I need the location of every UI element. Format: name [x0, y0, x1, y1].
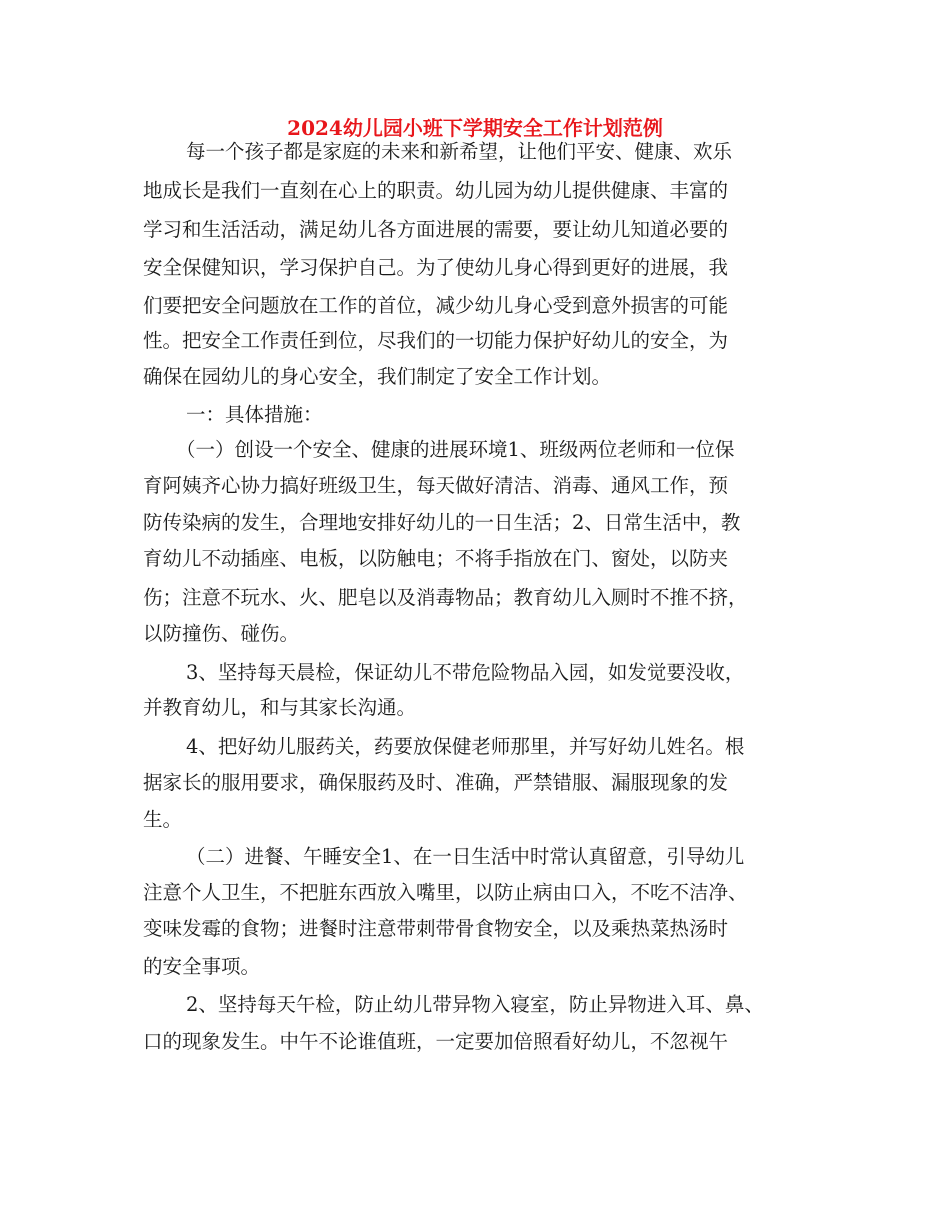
- text-line: 变味发霉的食物；进餐时注意带刺带骨食物安全，以及乘热菜热汤时: [143, 917, 729, 940]
- text-line: 的安全事项。: [143, 955, 261, 978]
- text-line: 育阿姨齐心协力搞好班级卫生，每天做好清洁、消毒、通风工作，预: [143, 474, 729, 497]
- text-line: 确保在园幼儿的身心安全，我们制定了安全工作计划。: [143, 365, 612, 388]
- text-line: 地成长是我们一直刻在心上的职责。幼儿园为幼儿提供健康、丰富的: [143, 179, 729, 202]
- text-line: 防传染病的发生，合理地安排好幼儿的一日生活；2、日常生活中，教: [143, 511, 741, 534]
- text-line: 2、坚持每天午检，防止幼儿带异物入寝室，防止异物进入耳、鼻、: [186, 993, 764, 1016]
- text-line: 据家长的服用要求，确保服药及时、准确，严禁错服、漏服现象的发: [143, 771, 729, 794]
- text-line: 育幼儿不动插座、电板，以防触电；不将手指放在门、窗处，以防夹: [143, 547, 729, 570]
- text-line: 3、坚持每天晨检，保证幼儿不带危险物品入园，如发觉要没收，: [186, 661, 745, 684]
- text-line: 安全保健知识，学习保护自己。为了使幼儿身心得到更好的进展，我: [143, 256, 729, 279]
- text-line: 口的现象发生。中午不论谁值班，一定要加倍照看好幼儿，不忽视午: [143, 1030, 729, 1053]
- text-line: （二）进餐、午睡安全1、在一日生活中时常认真留意，引导幼儿: [186, 845, 745, 868]
- text-line: 并教育幼儿，和与其家长沟通。: [143, 696, 417, 719]
- text-line: 性。把安全工作责任到位，尽我们的一切能力保护好幼儿的安全，为: [143, 329, 729, 352]
- section-heading: 一：具体措施：: [186, 403, 323, 426]
- text-line: 学习和生活活动，满足幼儿各方面进展的需要，要让幼儿知道必要的: [143, 218, 729, 241]
- text-line: 4、把好幼儿服药关，药要放保健老师那里，并写好幼儿姓名。根: [186, 735, 745, 758]
- text-line: 以防撞伤、碰伤。: [143, 622, 300, 645]
- text-line: 伤；注意不玩水、火、肥皂以及消毒物品；教育幼儿入厕时不推不挤，: [143, 586, 748, 609]
- text-line: 们要把安全问题放在工作的首位，减少幼儿身心受到意外损害的可能: [143, 294, 729, 317]
- text-line: （一）创设一个安全、健康的进展环境1、班级两位老师和一位保: [176, 438, 735, 461]
- text-line: 注意个人卫生，不把脏东西放入嘴里，以防止病由口入，不吃不洁净、: [143, 881, 748, 904]
- document-title: 2024幼儿园小班下学期安全工作计划范例: [287, 116, 663, 140]
- text-line: 每一个孩子都是家庭的未来和新希望，让他们平安、健康、欢乐: [186, 140, 733, 163]
- text-line: 生。: [143, 808, 183, 831]
